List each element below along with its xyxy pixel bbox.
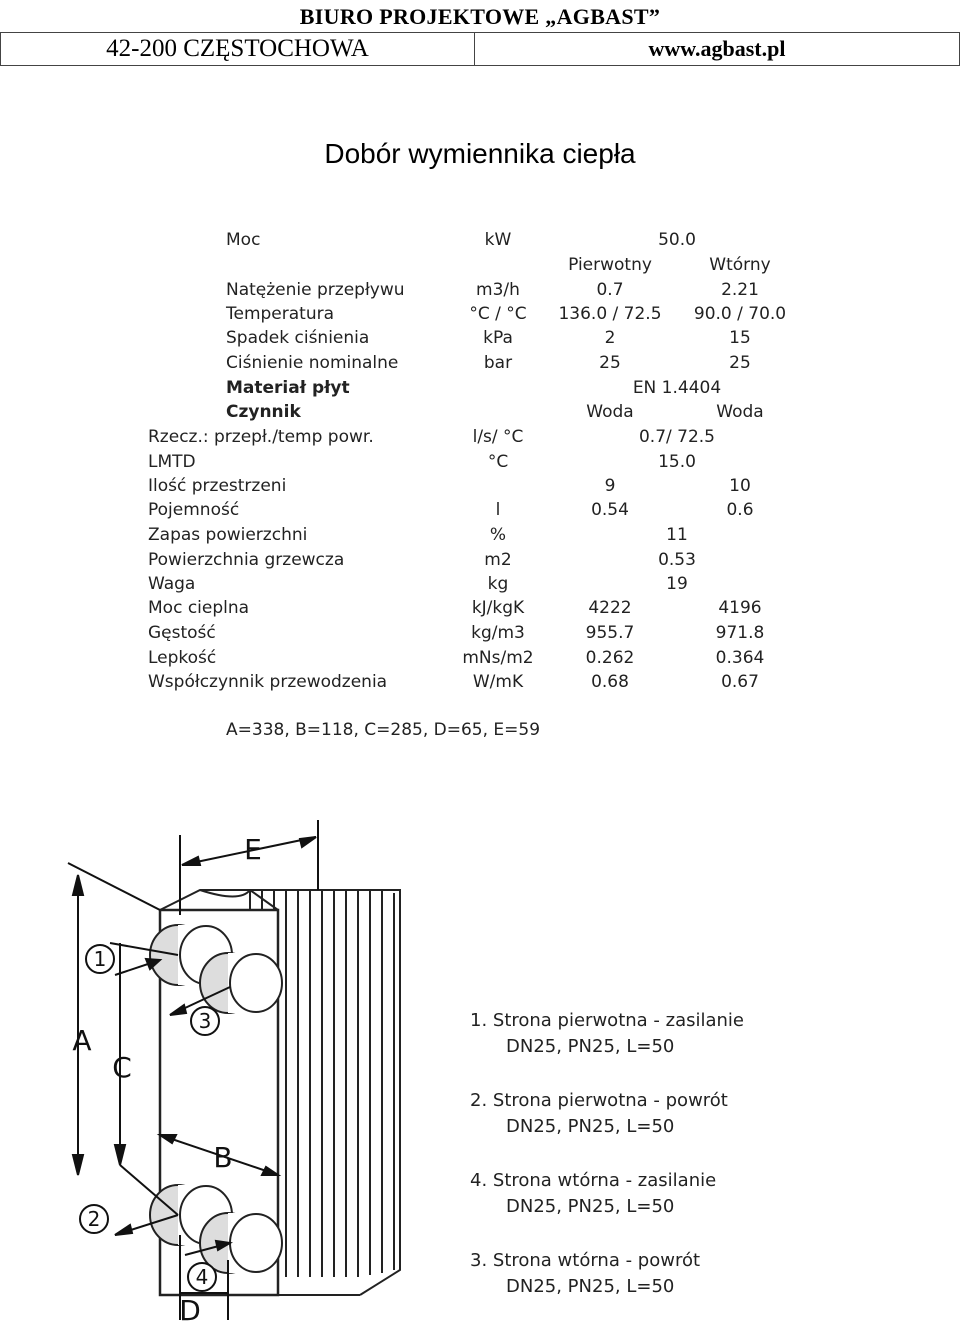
spec-label: Powierzchnia grzewcza: [148, 550, 345, 570]
spec-row: [0, 302, 960, 326]
spec-unit: m3/h: [476, 280, 520, 300]
spec-row-medium: [0, 400, 960, 424]
spec-value: EN 1.4404: [632, 378, 722, 398]
spec-value: 15.0: [658, 452, 696, 472]
connection-title: 1. Strona pierwotna - zasilanie: [470, 1010, 744, 1031]
dim-label-a: A: [72, 1024, 92, 1057]
connection-spec: DN25, PN25, L=50: [506, 1196, 675, 1217]
connection-title: 4. Strona wtórna - zasilanie: [470, 1170, 717, 1191]
company-website: www.agbast.pl: [648, 36, 786, 61]
spec-value-secondary: 0.6: [726, 500, 754, 520]
column-header-secondary: Wtórny: [709, 255, 771, 275]
spec-row: [0, 621, 960, 645]
dim-label-b: B: [213, 1141, 233, 1174]
spec-unit: bar: [483, 353, 513, 373]
spec-label: Zapas powierzchni: [148, 525, 308, 545]
spec-unit: l: [495, 500, 501, 520]
connection-spec: DN25, PN25, L=50: [506, 1276, 675, 1297]
spec-unit: l/s/ °C: [472, 427, 524, 447]
spec-label: Rzecz.: przepł./temp powr.: [148, 427, 374, 447]
spec-row: [0, 326, 960, 350]
spec-row: [0, 278, 960, 302]
connection-item: [470, 1088, 790, 1140]
spec-label: Lepkość: [148, 648, 217, 668]
spec-value: 19: [666, 574, 688, 594]
company-city: 42-200 CZĘSTOCHOWA: [1, 33, 475, 65]
spec-label: Ciśnienie nominalne: [226, 353, 399, 373]
spec-unit: °C / °C: [469, 304, 527, 324]
port-4: [200, 1213, 282, 1273]
spec-value-primary: 955.7: [585, 623, 635, 643]
spec-row: [0, 450, 960, 474]
spec-value-primary: 4222: [588, 598, 632, 618]
document-header: [0, 0, 960, 66]
connection-item: [470, 1008, 790, 1060]
spec-column-headers: [0, 253, 960, 277]
company-name: BIURO PROJEKTOWE „AGBAST”: [299, 4, 661, 29]
spec-unit: kJ/kgK: [471, 598, 525, 618]
spec-row: [0, 474, 960, 498]
dimensions-summary: A=338, B=118, C=285, D=65, E=59: [226, 720, 541, 740]
port-number-2: 2: [87, 1207, 101, 1231]
spec-unit: W/mK: [472, 672, 524, 692]
spec-value-primary: 0.68: [591, 672, 629, 692]
spec-label: Spadek ciśnienia: [226, 328, 370, 348]
port-3: [200, 953, 282, 1013]
spec-label: Moc: [226, 230, 261, 250]
spec-value-secondary: 0.67: [721, 672, 759, 692]
port-number-3: 3: [198, 1009, 212, 1033]
spec-unit: kg/m3: [471, 623, 525, 643]
spec-label: Współczynnik przewodzenia: [148, 672, 388, 692]
spec-value-primary: 9: [604, 476, 616, 496]
spec-row: [0, 425, 960, 449]
connection-title: 3. Strona wtórna - powrót: [470, 1250, 701, 1271]
spec-value-primary: 0.262: [585, 648, 635, 668]
spec-label: Temperatura: [226, 304, 335, 324]
spec-value: 0.53: [658, 550, 696, 570]
spec-table: [0, 228, 960, 708]
spec-row-material: [0, 376, 960, 400]
spec-label: Czynnik: [226, 402, 301, 422]
connection-spec: DN25, PN25, L=50: [506, 1116, 675, 1137]
spec-unit: m2: [484, 550, 512, 570]
connection-item: [470, 1168, 790, 1220]
spec-unit: kW: [484, 230, 512, 250]
spec-label: Gęstość: [148, 623, 216, 643]
spec-value: 50.0: [658, 230, 696, 250]
spec-label: LMTD: [148, 452, 196, 472]
spec-row: [0, 596, 960, 620]
spec-value-secondary: 90.0 / 70.0: [693, 304, 787, 324]
connection-title: 2. Strona pierwotna - powrót: [470, 1090, 728, 1111]
connection-spec: DN25, PN25, L=50: [506, 1036, 675, 1057]
spec-value-secondary: 25: [729, 353, 751, 373]
spec-value-primary: Woda: [586, 402, 634, 422]
heat-exchanger-drawing: [60, 815, 440, 1325]
connection-item: [470, 1248, 790, 1300]
column-header-primary: Pierwotny: [568, 255, 652, 275]
spec-label: Natężenie przepływu: [226, 280, 405, 300]
spec-value-secondary: 2.21: [721, 280, 759, 300]
spec-row: [0, 351, 960, 375]
spec-value-primary: 0.54: [591, 500, 629, 520]
spec-unit: kPa: [483, 328, 513, 348]
spec-label: Moc cieplna: [148, 598, 250, 618]
spec-value-primary: 136.0 / 72.5: [558, 304, 662, 324]
spec-value-secondary: 10: [729, 476, 751, 496]
spec-unit: mNs/m2: [462, 648, 534, 668]
port-number-4: 4: [195, 1265, 209, 1289]
spec-value: 0.7/ 72.5: [638, 427, 716, 447]
spec-row: [0, 670, 960, 694]
spec-value-secondary: 0.364: [715, 648, 765, 668]
dim-label-d: D: [179, 1294, 201, 1325]
port-number-1: 1: [93, 947, 107, 971]
spec-label: Pojemność: [148, 500, 240, 520]
spec-row: [0, 548, 960, 572]
spec-value-secondary: 971.8: [715, 623, 765, 643]
spec-unit: %: [489, 525, 507, 545]
dim-label-e: E: [244, 833, 262, 866]
page-title: Dobór wymiennika ciepła: [324, 138, 636, 169]
spec-unit: kg: [487, 574, 509, 594]
dim-label-c: C: [112, 1051, 132, 1084]
spec-row: [0, 498, 960, 522]
spec-label: Materiał płyt: [226, 378, 350, 398]
spec-value-primary: 2: [604, 328, 616, 348]
spec-value-primary: 0.7: [596, 280, 624, 300]
spec-unit: °C: [487, 452, 509, 472]
header-box: [0, 32, 960, 66]
spec-value-secondary: 4196: [718, 598, 762, 618]
spec-value-primary: 25: [599, 353, 621, 373]
spec-row: [0, 646, 960, 670]
spec-value: 11: [666, 525, 688, 545]
spec-row: [0, 572, 960, 596]
spec-label: Ilość przestrzeni: [148, 476, 287, 496]
spec-row: [0, 523, 960, 547]
spec-value-secondary: 15: [729, 328, 751, 348]
spec-row-power: [0, 228, 960, 252]
spec-label: Waga: [148, 574, 196, 594]
spec-value-secondary: Woda: [716, 402, 764, 422]
